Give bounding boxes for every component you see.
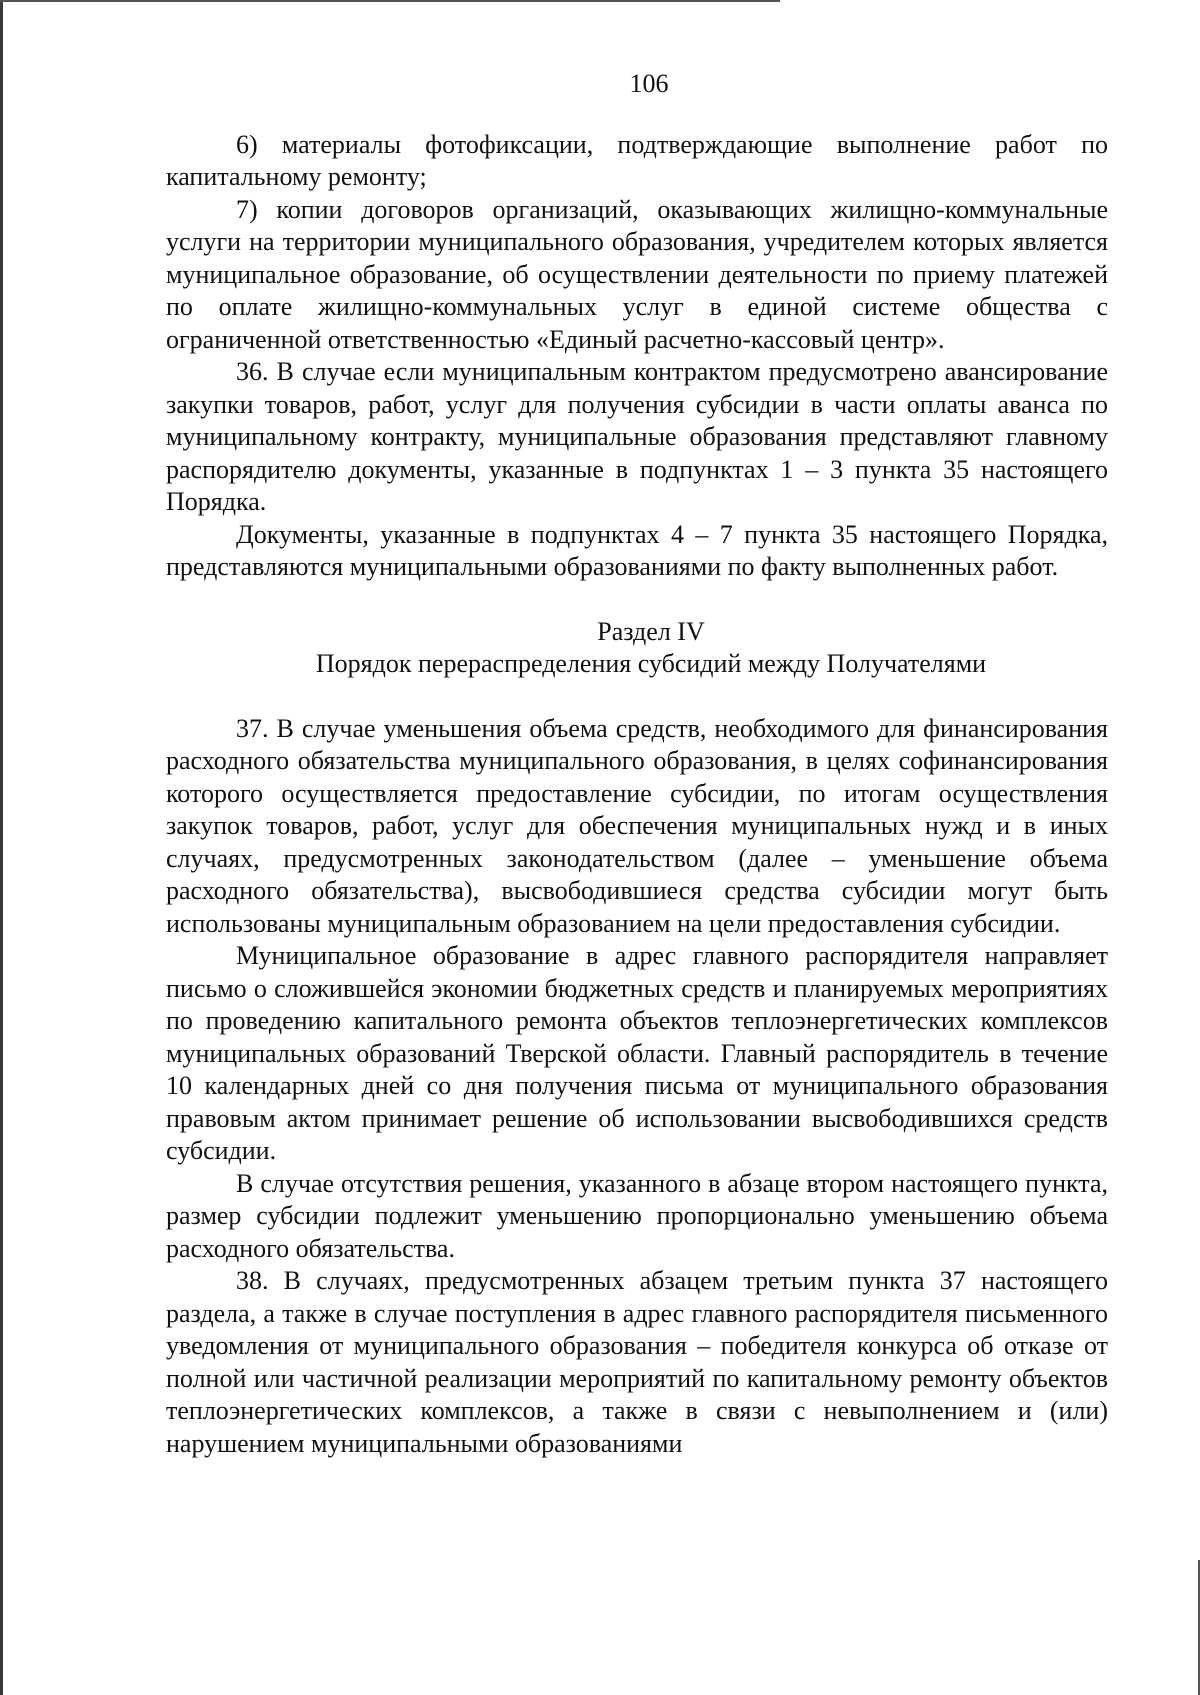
paragraph-clause-36-documents: Документы, указанные в подпунктах 4 – 7 пункта 35 настоящего Порядка, представляются муниципальными образованиями по факту выполненных работ. — [166, 519, 1108, 581]
paragraph-item-6: 6) материалы фотофиксации, подтверждающие выполнение работ по капитальному ремонту; — [166, 129, 1108, 191]
paragraph-clause-38: 38. В случаях, предусмотренных абзацем третьим пункта 37 настоящего раздела, а также в случае поступления в адрес главного распорядителя письменного уведомления от муниципального образования – победителя конкурса об отказе от полной или частичной реализации мероприятий по капитальному ремонту объектов теплоэнергетических комплексов, а также в связи с невыполнением и (или) нарушением муниципальными образованиями — [166, 1266, 1108, 1458]
scan-border-left — [0, 0, 3, 1695]
paragraph-clause-37: 37. В случае уменьшения объема средств, необходимого для финансирования расходного обязательства муниципального образования, в целях софинансирования которого осуществляется предоставление субсидии, по итогам осуществления закупок товаров, работ, услуг для обеспечения муниципальных нужд и в иных случаях, предусмотренных законодательством (далее – уменьшение объема расходного обязательства), высвободившиеся средства субсидии могут быть использованы муниципальным образованием на цели предоставления субсидии. — [166, 713, 1108, 938]
spacer — [166, 584, 1108, 616]
paragraph-clause-37-letter: Муниципальное образование в адрес главного распорядителя направляет письмо о сложившейся экономии бюджетных средств и планируемых мероприятиях по проведению капитального ремонта объектов теплоэнергетических комплексов муниципальных образований Тверской области. Главный распорядитель в течение 10 календарных дней со дня получения письма от муниципального образования правовым актом принимает решение об использовании высвободившихся средств субсидии. — [166, 941, 1108, 1165]
document-page — [166, 68, 1108, 1460]
spacer — [166, 681, 1108, 713]
paragraph-item-7: 7) копии договоров организаций, оказывающих жилищно-коммунальные услуги на территории муниципального образования, учредителем которых является муниципальное образование, об осуществлении деятельности по приему платежей по оплате жилищно-коммунальных услуг в единой системе общества с ограниченной ответственностью «Единый расчетно-кассовый центр». — [166, 194, 1108, 354]
paragraph-clause-36: 36. В случае если муниципальным контрактом предусмотрено авансирование закупки товаров, работ, услуг для получения субсидии в части оплаты аванса по муниципальному контракту, муниципальные образования представляют главному распорядителю документы, указанные в подпунктах 1 – 3 пункта 35 настоящего Порядка. — [166, 357, 1108, 516]
section-heading: Раздел IV — [597, 616, 705, 646]
page-number: 106 — [629, 69, 669, 98]
scan-border-top — [0, 0, 780, 2]
paragraph-clause-37-no-decision: В случае отсутствия решения, указанного в абзаце втором настоящего пункта, размер субсидии подлежит уменьшению пропорционально уменьшению объема расходного обязательства. — [166, 1168, 1108, 1263]
section-title: Порядок перераспределения субсидий между Получателями — [315, 649, 987, 678]
